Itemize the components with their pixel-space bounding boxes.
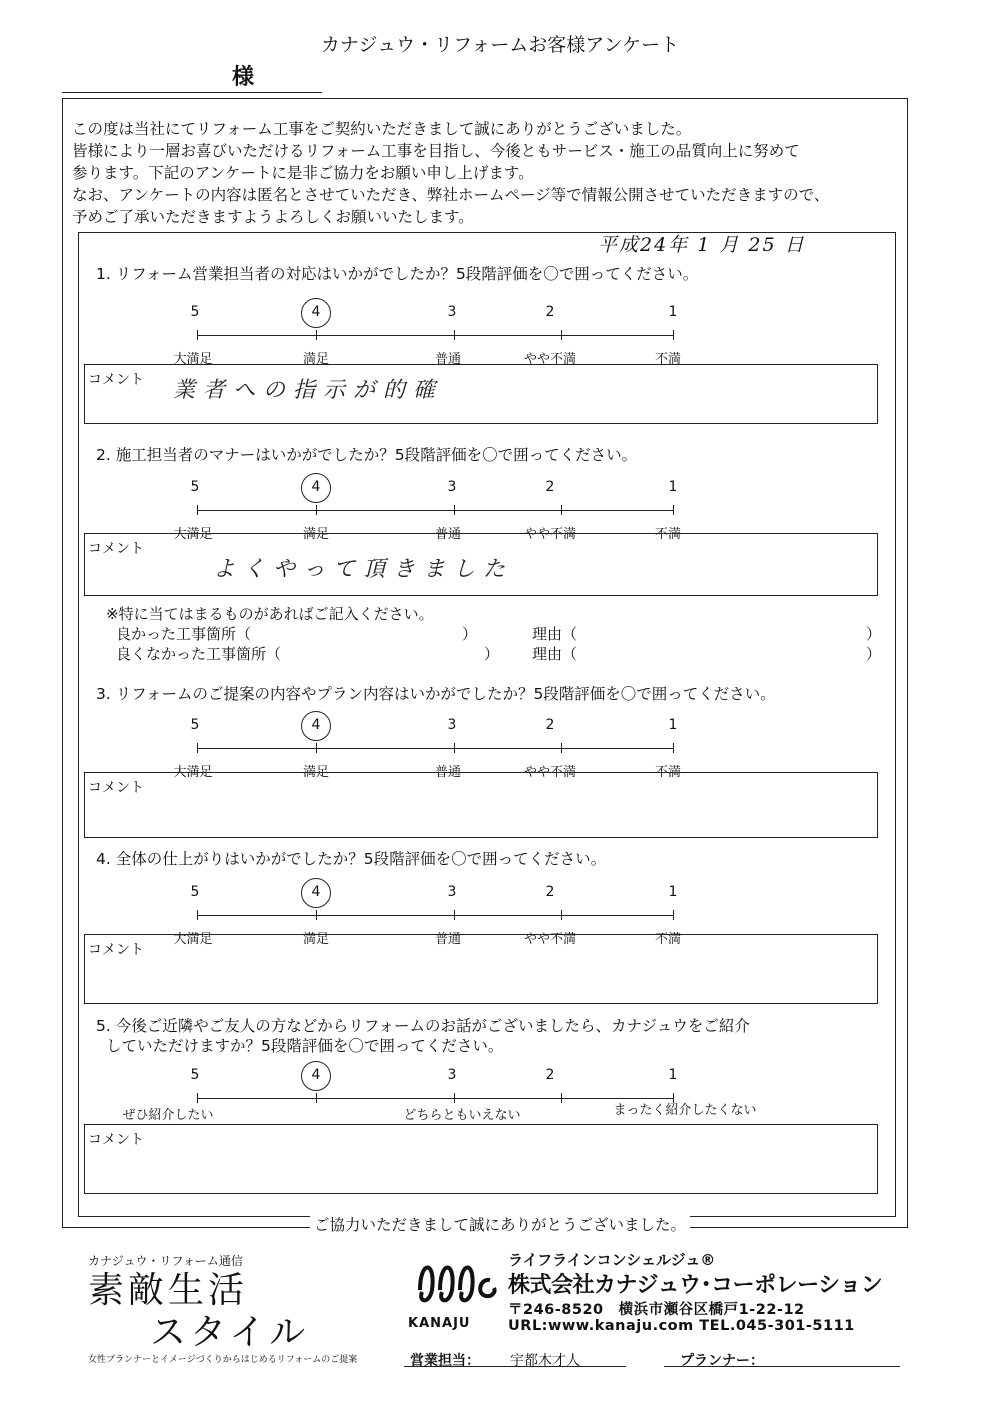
handwritten-date: 平成24年 1 月 25 日 — [598, 234, 806, 256]
scale-number: 1 — [668, 304, 678, 320]
customer-honorific: 様 — [232, 65, 255, 90]
thanks-message — [0, 1213, 1000, 1235]
question-3: 3. リフォームのご提案の内容やプラン内容はいかがでしたか？5段階評価を〇で囲ってください。 — [96, 685, 776, 703]
scale-number: 4 — [311, 884, 321, 900]
comment-box-4[interactable] — [84, 934, 878, 1004]
sales-rep-line — [404, 1366, 626, 1367]
scale-number: 1 — [668, 479, 678, 495]
sales-rep-name: 宇都木才人 — [510, 1353, 580, 1369]
scale-label: 満足 — [302, 765, 330, 780]
thanks-text: ご協力いただきまして誠にありがとうございました。 — [310, 1216, 690, 1234]
scale-label: やや不満 — [523, 932, 577, 947]
rating-scale-1 — [150, 304, 710, 372]
planner-label: プランナー： — [680, 1353, 764, 1369]
company-name: 株式会社カナジュウ･コーポレーション — [508, 1273, 883, 1298]
sales-rep-label: 営業担当： — [410, 1353, 480, 1369]
selected-rating-circle — [301, 711, 331, 741]
scale-label: 満足 — [302, 527, 330, 542]
scale-label: やや不満 — [523, 527, 577, 542]
handwritten-comment: 業者への指示が的確 — [173, 378, 444, 403]
scale-label: 普通 — [434, 932, 462, 947]
scale-label: 大満足 — [173, 352, 213, 367]
logo-wordmark: KANAJU — [408, 1316, 471, 1331]
selected-rating-circle — [301, 473, 331, 503]
scale-label: やや不満 — [523, 352, 577, 367]
scale-number: 3 — [447, 717, 457, 733]
scale-number: 3 — [447, 304, 457, 320]
scale-label: やや不満 — [523, 765, 577, 780]
scale-number: 5 — [190, 479, 200, 495]
comment-box-1[interactable] — [84, 364, 878, 424]
scale-number: 5 — [190, 304, 200, 320]
intro-line: 予めご了承いただきますようよろしくお願いいたします。 — [72, 208, 474, 226]
scale-number: 1 — [668, 717, 678, 733]
handwritten-comment: よくやって頂きました — [213, 557, 514, 582]
company-address: 〒246-8520 横浜市瀬谷区橋戸1-22-12 — [508, 1302, 805, 1318]
scale-label: 普通 — [434, 527, 462, 542]
scale-number: 2 — [545, 717, 555, 733]
scale-number: 4 — [311, 479, 321, 495]
scale-number: 5 — [190, 884, 200, 900]
scale-number: 3 — [447, 479, 457, 495]
scale-number: 5 — [190, 1067, 200, 1083]
intro-text — [72, 118, 902, 228]
scale-label: 普通 — [434, 352, 462, 367]
company-tagline: ライフラインコンシェルジュ® — [508, 1251, 716, 1269]
bad-location-label: 良くなかった工事箇所（ — [116, 645, 282, 663]
scale-number: 2 — [545, 479, 555, 495]
survey-title: カナジュウ・リフォームお客様アンケート — [320, 34, 680, 56]
scale-label: まったく紹介したくない — [613, 1103, 757, 1118]
selected-rating-circle — [301, 878, 331, 908]
comment-box-3[interactable] — [84, 772, 878, 838]
comment-box-2[interactable] — [84, 533, 878, 596]
close-paren: ） — [484, 645, 500, 663]
close-paren: ） — [866, 625, 882, 643]
scale-label: 不満 — [654, 352, 682, 367]
scale-label: 大満足 — [173, 527, 213, 542]
comment-label: コメント — [88, 541, 144, 557]
brand-subtitle: カナジュウ・リフォーム通信 — [88, 1254, 243, 1268]
intro-line: この度は当社にてリフォーム工事をご契約いただきまして誠にありがとうございました。 — [72, 120, 692, 138]
brand-title-line-2: スタイル — [150, 1312, 310, 1353]
scale-number: 4 — [311, 304, 321, 320]
question-5-line-2: していただけますか？5段階評価を〇で囲ってください。 — [106, 1037, 504, 1055]
scale-number: 3 — [447, 1067, 457, 1083]
kanaju-logo-icon — [414, 1250, 498, 1310]
scale-label: 満足 — [302, 352, 330, 367]
scale-label: 大満足 — [173, 765, 213, 780]
scale-number: 5 — [190, 717, 200, 733]
reason-label: 理由（ — [532, 625, 578, 643]
brand-tagline: 女性プランナーとイメージづくりからはじめるリフォームのご提案 — [88, 1355, 358, 1365]
comment-label: コメント — [88, 372, 144, 388]
reason-label: 理由（ — [532, 645, 578, 663]
good-location-label: 良かった工事箇所（ — [116, 625, 252, 643]
question-2: 2. 施工担当者のマナーはいかがでしたか？5段階評価を〇で囲ってください。 — [96, 446, 638, 464]
comment-label: コメント — [88, 780, 144, 796]
scale-label: 普通 — [434, 765, 462, 780]
company-contact: URL:www.kanaju.com TEL.045-301-5111 — [508, 1318, 855, 1334]
intro-line: なお、アンケートの内容は匿名とさせていただき、弊社ホームページ等で情報公開させていただきますので、 — [72, 186, 830, 204]
scale-number: 2 — [545, 304, 555, 320]
close-paren: ） — [462, 625, 478, 643]
scale-label: 不満 — [654, 527, 682, 542]
scale-number: 1 — [668, 1067, 678, 1083]
comment-label: コメント — [88, 1132, 144, 1148]
scale-number: 2 — [545, 884, 555, 900]
intro-line: 参ります。下記のアンケートに是非ご協力をお願い申し上げます。 — [72, 164, 534, 182]
question-5-line-1: 5. 今後ご近隣やご友人の方などからリフォームのお話がございましたら、カナジュウをご紹介 — [96, 1017, 750, 1035]
question-1: 1. リフォーム営業担当者の対応はいかがでしたか？5段階評価を〇で囲ってください。 — [96, 265, 699, 283]
scale-label: どちらともいえない — [403, 1108, 521, 1123]
intro-line: 皆様により一層お喜びいただけるリフォーム工事を目指し、今後ともサービス・施工の品質向上に努めて — [72, 142, 800, 160]
scale-label: 不満 — [654, 932, 682, 947]
scale-label: 満足 — [302, 932, 330, 947]
scale-number: 3 — [447, 884, 457, 900]
scale-number: 4 — [311, 1067, 321, 1083]
brand-title-line-1: 素敵生活 — [88, 1270, 249, 1311]
selected-rating-circle — [301, 1061, 331, 1091]
extra-note: ※特に当てはまるものがあればご記入ください。 — [106, 605, 434, 623]
planner-line — [664, 1366, 900, 1367]
selected-rating-circle — [301, 298, 331, 328]
customer-name-line — [62, 92, 322, 93]
scale-number: 4 — [311, 717, 321, 733]
scale-number: 1 — [668, 884, 678, 900]
scale-label: 大満足 — [173, 932, 213, 947]
scale-label: ぜひ紹介したい — [122, 1108, 214, 1123]
comment-box-5[interactable] — [84, 1124, 878, 1194]
scale-label: 不満 — [654, 765, 682, 780]
comment-label: コメント — [88, 942, 144, 958]
scale-number: 2 — [545, 1067, 555, 1083]
question-4: 4. 全体の仕上がりはいかがでしたか？5段階評価を〇で囲ってください。 — [96, 850, 607, 868]
close-paren: ） — [866, 645, 882, 663]
